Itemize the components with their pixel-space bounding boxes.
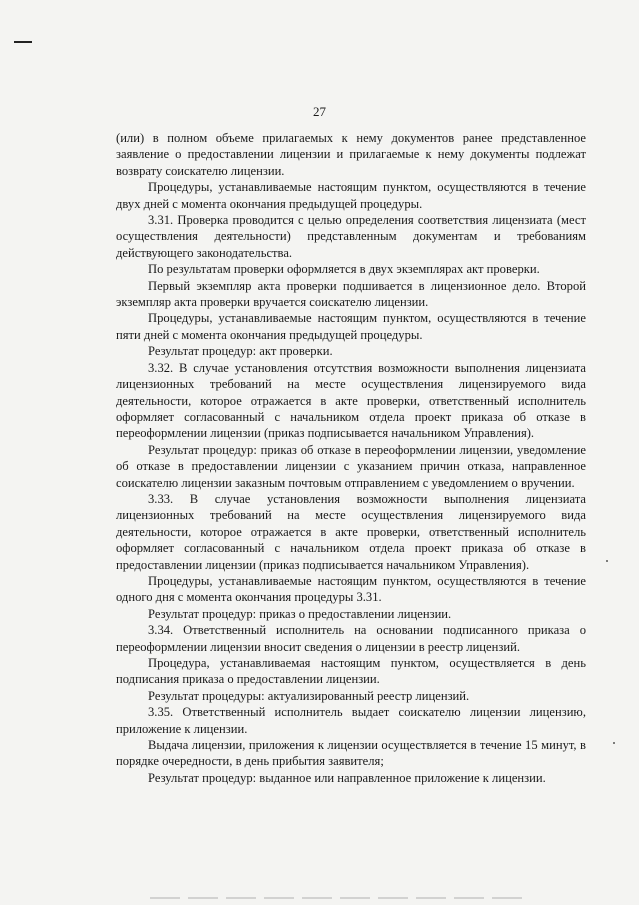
scan-edge-noise xyxy=(150,897,530,899)
paragraph: Первый экземпляр акта проверки подшивается в лицензионное дело. Второй экземпляр акта проверки вручается соискателю лицензии. xyxy=(116,278,586,310)
paragraph: 3.31. Проверка проводится с целью определения соответствия лицензиата (мест осуществления деятельности) представленным документам и требованиям действующего законодательства. xyxy=(116,213,586,260)
paragraph: (или) в полном объеме прилагаемых к нему документов ранее представленное заявление о предоставлении лицензии и прилагаемые к нему документы подлежат возврату соискателю лицензии. xyxy=(116,131,586,178)
scan-speck xyxy=(613,742,615,744)
paragraph: 3.33. В случае установления возможности выполнения лицензиата лицензионных требований на месте осуществления лицензируемого вида деятельности, которое отражается в акте проверки, ответственный исполнитель оформляет согласованный с начальником отдела проект приказа об отказе в предоставлении лицензии (приказ подписывается начальником Управления). xyxy=(116,491,586,572)
paragraph: Результат процедур: выданное или направленное приложение к лицензии. xyxy=(148,770,546,785)
paragraph: Процедуры, устанавливаемые настоящим пунктом, осуществляются в течение одного дня с момента окончания процедуры 3.31. xyxy=(116,573,586,605)
paragraph: 3.35. Ответственный исполнитель выдает соискателю лицензии лицензию, приложение к лицензии. xyxy=(116,705,586,736)
paragraph: Процедура, устанавливаемая настоящим пунктом, осуществляется в день подписания приказа о предоставлении лицензии. xyxy=(116,656,586,687)
paragraph: Процедуры, устанавливаемые настоящим пунктом, осуществляются в течение двух дней с момента окончания предыдущей процедуры. xyxy=(116,180,586,211)
scan-speck xyxy=(606,560,608,562)
paragraph: Процедуры, устанавливаемые настоящим пунктом, осуществляются в течение пяти дней с момента окончания предыдущей процедуры. xyxy=(116,311,586,342)
paragraph: Результат процедур: приказ о предоставлении лицензии. xyxy=(148,606,452,621)
document-body xyxy=(116,130,586,786)
scan-corner-mark xyxy=(14,41,32,43)
paragraph: 3.34. Ответственный исполнитель на основании подписанного приказа о переоформлении лицензии вносит сведения о лицензии в реестр лицензий. xyxy=(116,623,586,654)
paragraph: Выдача лицензии, приложения к лицензии осуществляется в течение 15 минут, в порядке очередности, в день прибытия заявителя; xyxy=(116,738,586,769)
paragraph: Результат процедур: акт проверки. xyxy=(148,344,333,359)
paragraph: Результат процедур: приказ об отказе в переоформлении лицензии, уведомление об отказе в предоставлении лицензии с указанием причин отказа, направленное соискателю лицензии заказным почтовым отправлением с уведомлением о вручении. xyxy=(116,442,586,490)
paragraph: 3.32. В случае установления отсутствия возможности выполнения лицензиата лицензионных требований на месте осуществления лицензируемого вида деятельности, которое отражается в акте проверки, ответственный исполнитель оформляет согласованный с начальником отдела проект приказа об отказе в переоформлении лицензии (приказ подписывается начальником Управления). xyxy=(116,360,586,441)
paragraph: По результатам проверки оформляется в двух экземплярах акт проверки. xyxy=(148,262,540,277)
paragraph: Результат процедуры: актуализированный реестр лицензий. xyxy=(148,688,470,703)
page-number: 27 xyxy=(313,104,326,119)
